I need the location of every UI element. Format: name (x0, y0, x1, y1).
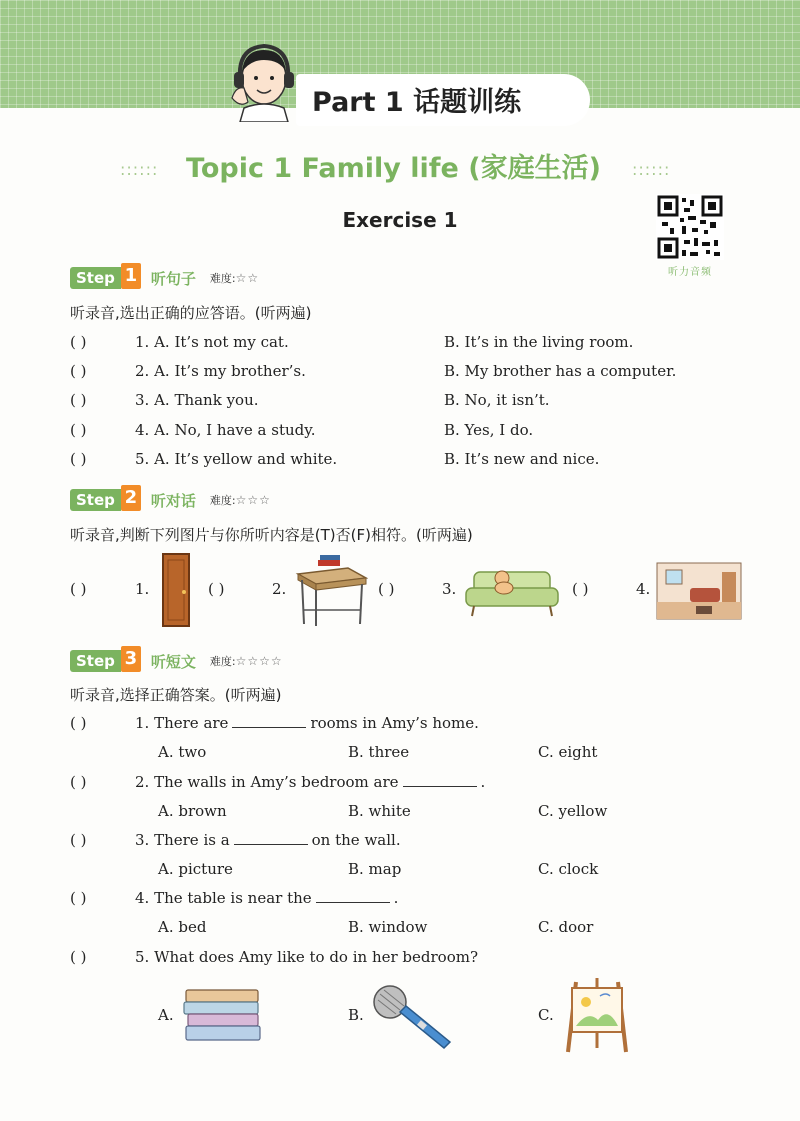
step3-q2-option-c: C. yellow (538, 802, 608, 820)
step-badge: Step (70, 489, 121, 511)
step3-q5-option-c: C. (538, 1006, 554, 1024)
step1-q2-bracket[interactable]: ( ) (70, 362, 87, 380)
step3-q1-option-c: C. eight (538, 743, 598, 761)
difficulty (210, 653, 283, 669)
stem-pre: 4. The table is near the (135, 889, 312, 907)
step1-q3-bracket[interactable]: ( ) (70, 391, 87, 409)
step1-q5-a: 5. A. It’s yellow and white. (135, 450, 338, 468)
step2-item4-num: 4. (636, 580, 651, 598)
living-room-picture (656, 562, 742, 620)
step3-q4-option-b: B. window (348, 918, 428, 936)
answer-blank[interactable] (232, 715, 306, 728)
step1-q2-b: B. My brother has a computer. (444, 362, 677, 380)
exercise-title: Exercise 1 (342, 208, 458, 232)
step1-q4-a: 4. A. No, I have a study. (135, 421, 316, 439)
step1-q1-b: B. It’s in the living room. (444, 333, 634, 351)
step1-q5-bracket[interactable]: ( ) (70, 450, 87, 468)
step1-q3-b: B. No, it isn’t. (444, 391, 550, 409)
step-badge: Step (70, 267, 121, 289)
answer-blank[interactable] (316, 890, 390, 903)
step3-q5-stem: 5. What does Amy like to do in her bedroom? (135, 948, 479, 966)
step1-q1-bracket[interactable]: ( ) (70, 333, 87, 351)
door-picture (160, 552, 192, 628)
stack-of-books-picture (182, 986, 264, 1046)
step-title: 听对话 (150, 491, 196, 510)
step3-q1-option-b: B. three (348, 743, 410, 761)
step3-header (70, 649, 283, 673)
step1-q2-a: 2. A. It’s my brother’s. (135, 362, 306, 380)
step3-q2-option-b: B. white (348, 802, 411, 820)
desk-with-books-picture (294, 554, 368, 628)
difficulty-label: 难度: (209, 494, 236, 507)
step3-instruction: 听录音,选择正确答案。(听两遍) (70, 686, 282, 704)
boy-headphones-illustration (222, 38, 304, 122)
step1-q5-b: B. It’s new and nice. (444, 450, 600, 468)
easel-painting-picture (564, 976, 630, 1054)
stem-post: rooms in Amy’s home. (310, 714, 479, 732)
step2-item3-bracket[interactable]: ( ) (378, 580, 395, 598)
step3-q1-stem (135, 714, 479, 732)
step-title: 听句子 (150, 269, 196, 288)
step3-q5-bracket[interactable]: ( ) (70, 948, 87, 966)
answer-blank[interactable] (234, 832, 308, 845)
topic-title: Topic 1 Family life (家庭生活) (186, 153, 601, 184)
step-number: 2 (121, 485, 141, 511)
difficulty (210, 270, 259, 286)
step3-q4-option-c: C. door (538, 918, 594, 936)
step3-q3-bracket[interactable]: ( ) (70, 831, 87, 849)
step3-q4-option-a: A. bed (158, 918, 207, 936)
step2-item3-num: 3. (442, 580, 457, 598)
step3-q1-bracket[interactable]: ( ) (70, 714, 87, 732)
step2-item1-num: 1. (135, 580, 150, 598)
step3-q2-stem (135, 773, 485, 791)
step2-instruction: 听录音,判断下列图片与你所听内容是(T)否(F)相符。(听两遍) (70, 526, 473, 544)
qr-code-icon[interactable] (656, 194, 724, 260)
difficulty (210, 492, 271, 508)
step3-q3-option-c: C. clock (538, 860, 599, 878)
step3-q4-stem (135, 889, 398, 907)
step-badge: Step (70, 650, 121, 672)
step-title: 听短文 (150, 652, 196, 671)
stem-post: . (393, 889, 399, 907)
qr-label: 听力音频 (668, 267, 712, 278)
step3-q4-bracket[interactable]: ( ) (70, 889, 87, 907)
step1-q4-bracket[interactable]: ( ) (70, 421, 87, 439)
difficulty-label: 难度: (209, 272, 236, 285)
step2-header (70, 488, 271, 512)
step3-q3-option-b: B. map (348, 860, 402, 878)
stem-post: . (480, 773, 486, 791)
topic-dots-right: :::::: (632, 160, 671, 179)
step1-q3-a: 3. A. Thank you. (135, 391, 259, 409)
step3-q3-option-a: A. picture (158, 860, 233, 878)
step1-header (70, 266, 259, 290)
step2-item2-num: 2. (272, 580, 287, 598)
step2-item4-bracket[interactable]: ( ) (572, 580, 589, 598)
sofa-with-cat-picture (464, 566, 560, 618)
stem-pre: 3. There is a (135, 831, 230, 849)
difficulty-label: 难度: (209, 655, 236, 668)
topic-dots-left: :::::: (120, 160, 159, 179)
step3-q5-option-a: A. (158, 1006, 174, 1024)
step1-instruction: 听录音,选出正确的应答语。(听两遍) (70, 304, 312, 322)
difficulty-stars: ☆☆☆ (235, 493, 271, 507)
step3-q1-option-a: A. two (158, 743, 207, 761)
microphone-picture (370, 982, 454, 1050)
step3-q2-option-a: A. brown (158, 802, 227, 820)
step2-item2-bracket[interactable]: ( ) (208, 580, 225, 598)
step3-q3-stem (135, 831, 401, 849)
step3-q5-option-b: B. (348, 1006, 364, 1024)
step1-q4-b: B. Yes, I do. (444, 421, 534, 439)
part-title: Part 1 话题训练 (312, 87, 522, 118)
step1-q1-a: 1. A. It’s not my cat. (135, 333, 289, 351)
step-number: 1 (121, 263, 141, 289)
difficulty-stars: ☆☆☆☆ (235, 654, 283, 668)
difficulty-stars: ☆☆ (235, 271, 260, 285)
stem-post: on the wall. (311, 831, 401, 849)
stem-pre: 2. The walls in Amy’s bedroom are (135, 773, 399, 791)
step-number: 3 (121, 646, 141, 672)
stem-pre: 1. There are (135, 714, 229, 732)
step2-item1-bracket[interactable]: ( ) (70, 580, 87, 598)
step3-q2-bracket[interactable]: ( ) (70, 773, 87, 791)
answer-blank[interactable] (403, 774, 477, 787)
